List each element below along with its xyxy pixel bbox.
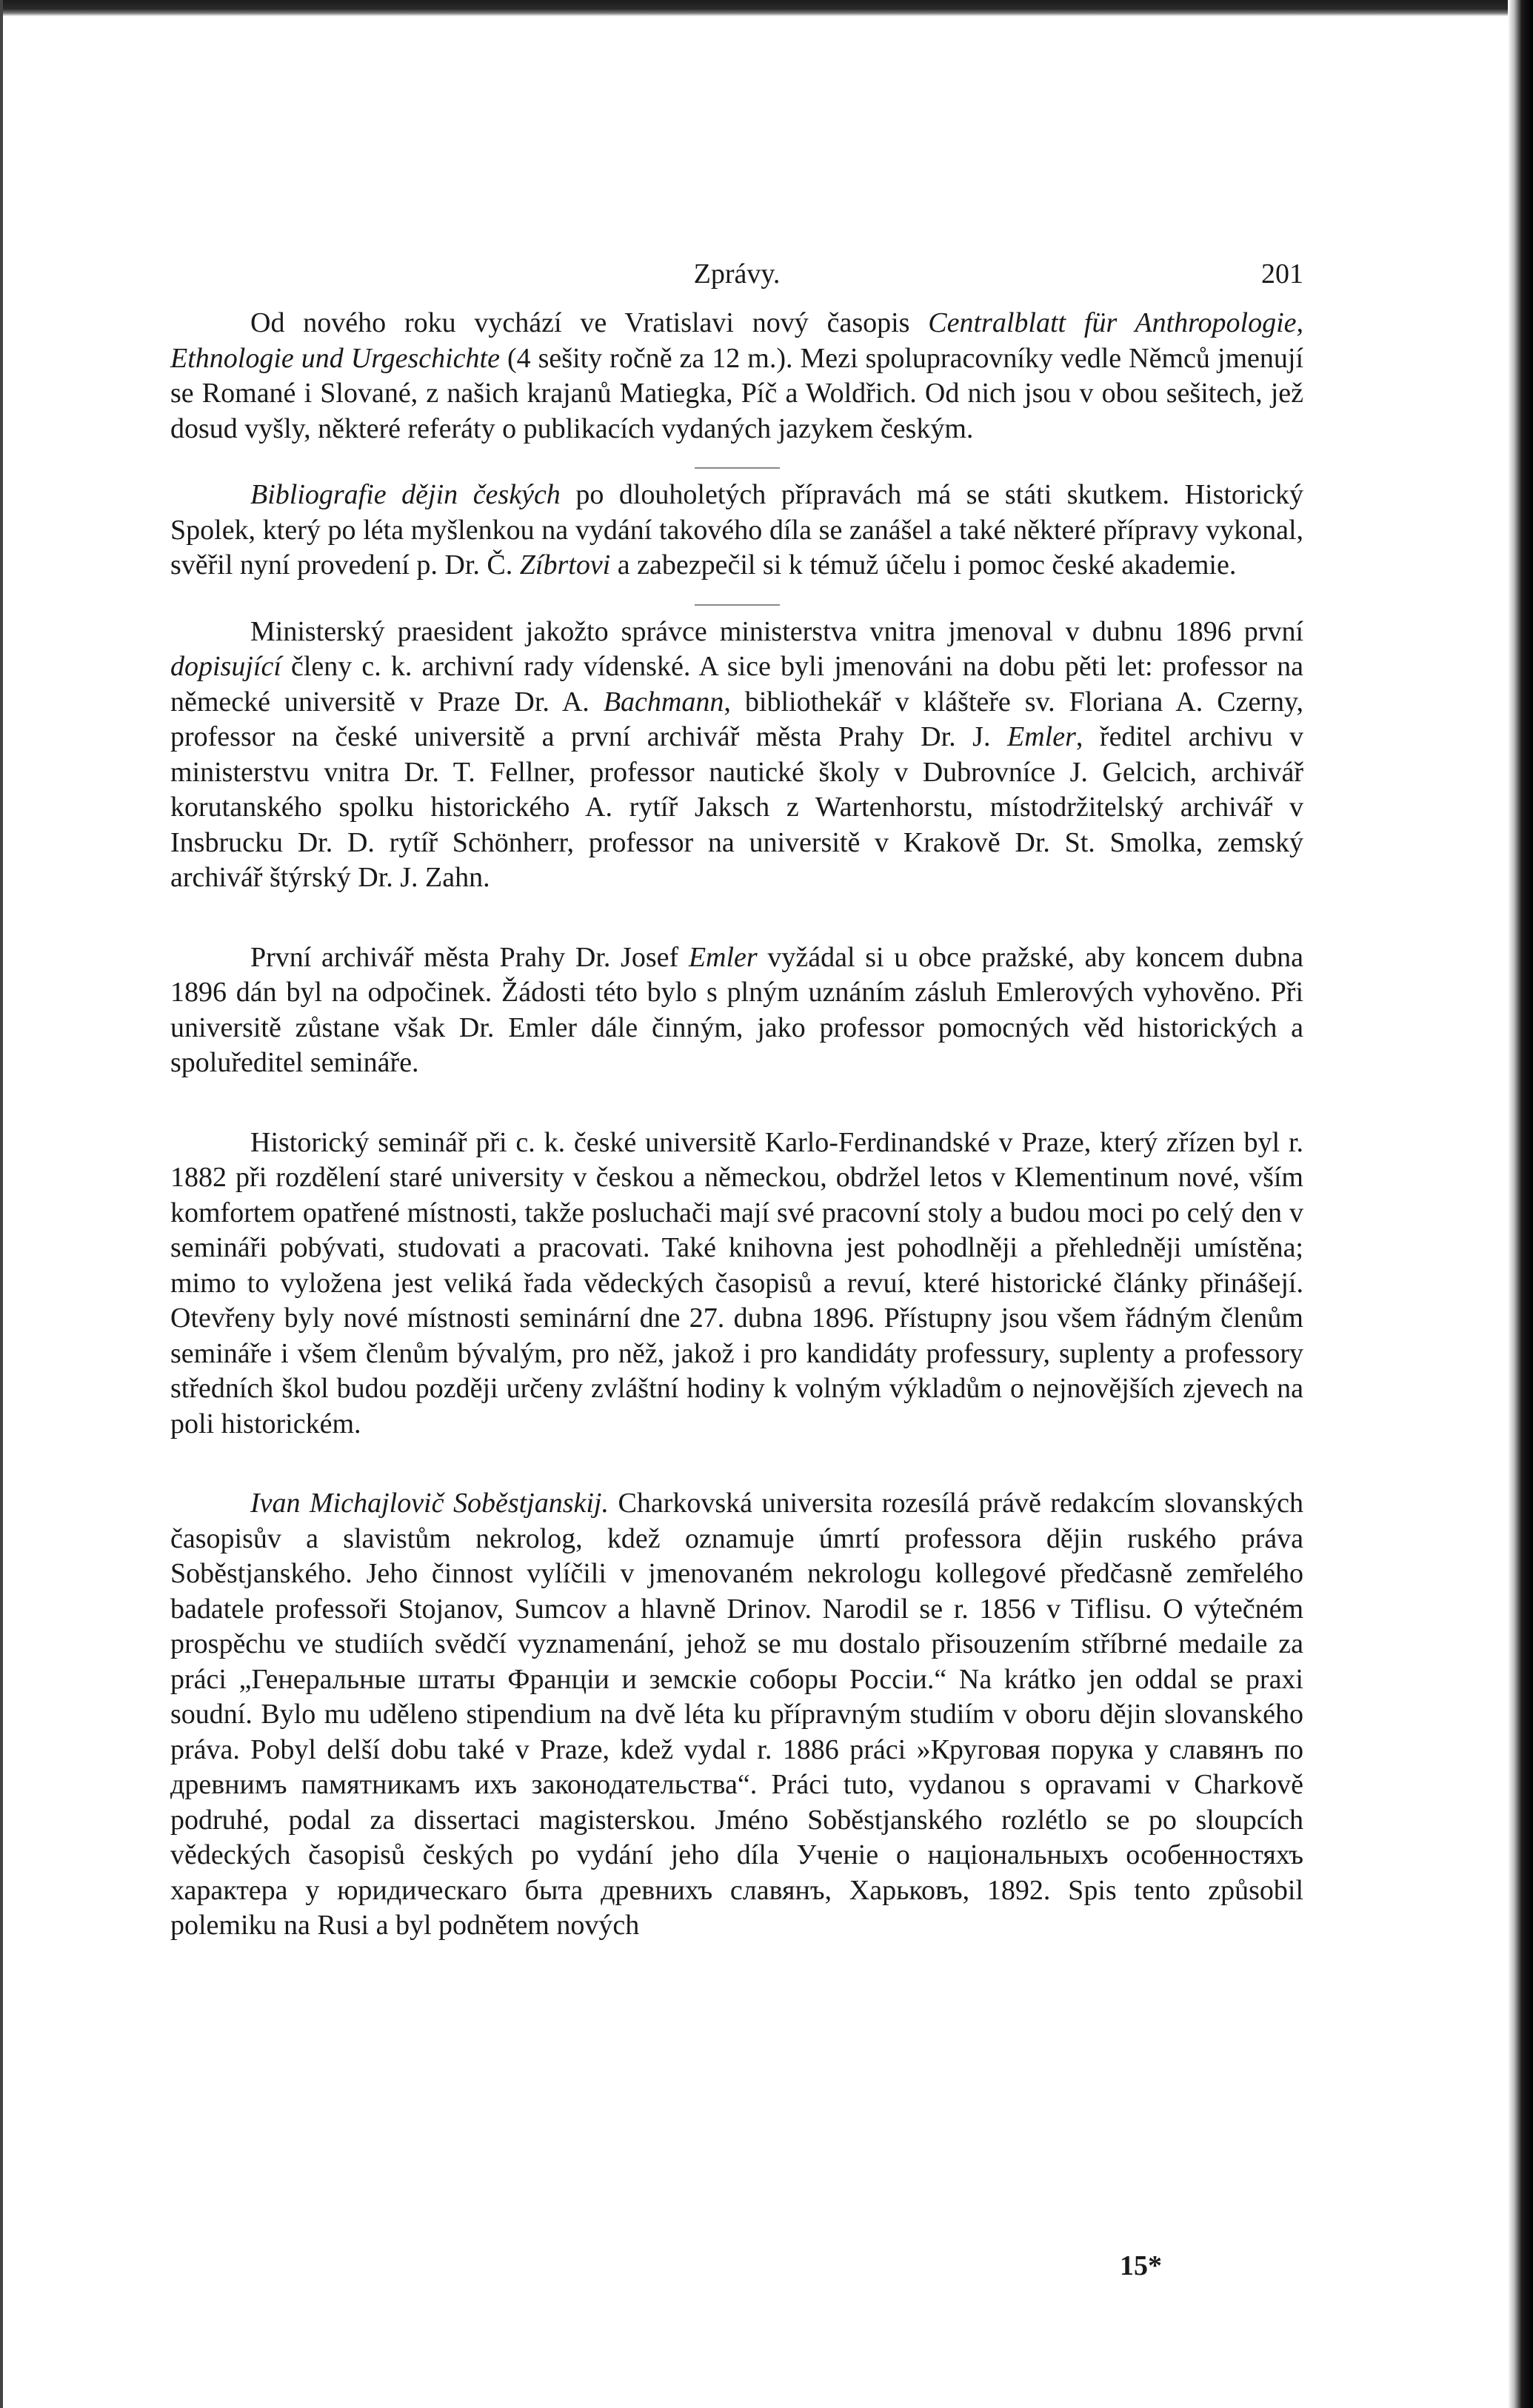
section-divider [695, 604, 780, 606]
person-name: Emler [688, 941, 758, 973]
journal-title: Centralblatt für Anthropologie, Ethnologie und Urgeschichte [170, 307, 1303, 374]
section-divider [695, 467, 780, 469]
work-title: Bibliografie dějin českých [250, 479, 561, 510]
scan-edge-right [1508, 0, 1533, 2408]
page-title: Zprávy. [693, 258, 781, 290]
person-name: Emler [1007, 721, 1076, 752]
paragraph-ministersky: Ministerský praesident jakožto správce ministerstva vnitra jmenoval v dubnu 1896 první dopisující členy c. k. archivní rady vídenské. A sice byli jmenováni na dobu pěti let: professor na německé universitě v Praze Dr. A. Bachmann, bibliothekář v klášteře sv. Floriana A. Czerny, professor na české universitě a první archivář města Prahy Dr. J. Emler, ředitel archivu v ministerstvu vnitra Dr. T. Fellner, professor nautické školy v Dubrovníce J. Gelcich, archivář korutanského spolku historického A. rytíř Jaksch z Wartenhorstu, místodržitelský archivář v Insbrucku Dr. D. rytíř Schönherr, professor na universitě v Krakově Dr. St. Smolka, zemský archivář štýrský Dr. J. Zahn. [170, 615, 1303, 893]
paragraph-sobestjanskij: Ivan Michajlovič Soběstjanskij. Charkovská universita rozesílá právě redakcím slovanských časopisův a slavistům nekrolog, kdež oznamuje úmrtí professora dějin ruského práva Soběstjanského. Jeho činnost vylíčili v jmenovaném nekrologu kollegové předčasně zemřelého badatele professoři Stojanov, Sumcov a hlavně Drinov. Narodil se r. 1856 v Tiflisu. O výtečném prospěchu ve studiích svědčí vyznamenání, jehož se mu dostalo přisouzením stříbrné medaile za práci „Генеральные штаты Франціи и земскіе соборы Россіи.“ Na krátko jen oddal se praxi soudní. Bylo mu uděleno stipendium na dvě léta ku přípravným studiím v oboru dějin slovanského práva. Pobyl delší dobu také v Praze, kdež vydal r. 1886 práci »Круговая порука у славянъ по древнимъ памятникамъ ихъ законодательства“. Práci tuto, vydanou s opravami v Charkově podruhé, podal za dissertaci magisterskou. Jméno Soběstjanského rozlétlo se po sloupcích vědeckých časopisů českých po vydání jeho díla Ученіе о національныхъ особенностяхъ характера у юридическаго быта древнихъ славянъ, Харьковъ, 1892. Spis tento způsobil polemiku na Rusi a byl podnětem nových [170, 1488, 1303, 1941]
person-name: Ivan Michajlovič Soběstjanskij. [250, 1488, 609, 1519]
person-name: Zíbrtovi [519, 549, 611, 581]
paragraph-emler: První archivář města Prahy Dr. Josef Emler vyžádal si u obce pražské, aby koncem dubna 1896 dán byl na odpočinek. Žádosti této bylo s plným uznáním zásluh Emlerových vyhověno. Při universitě zůstane však Dr. Emler dále činným, jako professor pomocných věd historických a spoluředitel semináře. [170, 941, 1303, 1078]
paragraph-centralblatt: Od nového roku vychází ve Vratislavi nový časopis Centralblatt für Anthropologie, Ethnologie und Urgeschichte (4 sešity ročně za 12 m.). Mezi spolupracovníky vedle Němců jmenují se Romané i Slované, z našich krajanů Matiegka, Píč a Woldřich. Od nich jsou v obou sešitech, jež dosud vyšly, některé referáty o publikacích vydaných jazykem českým. [170, 307, 1303, 444]
emphasis: dopisující [170, 651, 281, 682]
running-header [170, 258, 1303, 302]
scan-edge-left [0, 0, 3, 2408]
article-body [170, 306, 1303, 1944]
scan-edge-top [0, 0, 1533, 16]
person-name: Bachmann [603, 686, 724, 718]
paragraph-bibliografie: Bibliografie dějin českých po dlouholetých přípravách má se státi skutkem. Historický Spolek, který po léta myšlenkou na vydání takového díla se zanášel a také některé přípravy vykonal, svěřil nyní provedení p. Dr. Č. Zíbrtovi a zabezpečil si k témuž účelu i pomoc české akademie. [170, 479, 1303, 581]
paragraph-seminar: Historický seminář při c. k. české universitě Karlo-Ferdinandské v Praze, který zřízen byl r. 1882 při rozdělení staré university v českou a německou, obdržel letos v Klementinum nové, vším komfortem opatřené místnosti, takže posluchači mají své pracovní stoly a budou moci po celý den v semináři pobývati, studovati a pracovati. Také knihovna jest pohodlněji a přehledněji umístěna; mimo to vyložena jest veliká řada vědeckých časopisů a revuí, které historické články přinášejí. Otevřeny byly nové místnosti seminární dne 27. dubna 1896. Přístupny jsou všem řádným členům semináře i všem členům bývalým, pro něž, jakož i pro kandidáty professury, suplenty a professory středních škol budou později určeny zvláštní hodiny k volným výkladům o nejnovějších zjevech na poli historickém. [170, 1126, 1303, 1439]
page-number: 201 [1261, 258, 1303, 290]
signature-mark: 15* [1120, 2250, 1162, 2281]
